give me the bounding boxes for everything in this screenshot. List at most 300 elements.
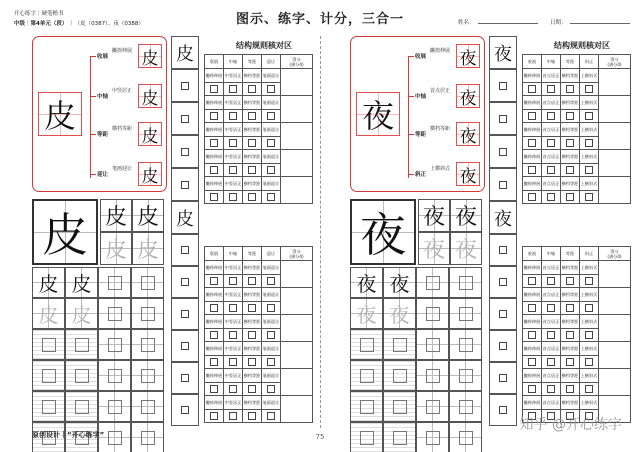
check-column-cell[interactable]: 夜 [489,36,517,69]
score-cell[interactable] [281,315,313,342]
score-cell[interactable] [599,69,631,96]
check-column-cell[interactable] [489,69,517,102]
practice-cell[interactable] [98,360,131,391]
check-column-cell[interactable] [171,330,199,362]
checkbox[interactable] [528,304,536,312]
checkbox[interactable] [210,139,218,147]
checkbox-cell[interactable] [262,302,281,315]
checkbox-cell[interactable] [580,275,599,288]
score-cell[interactable] [599,96,631,123]
checkbox-cell[interactable] [205,329,224,342]
checkbox[interactable] [248,385,256,393]
practice-cell[interactable] [449,360,482,391]
checkbox-cell[interactable] [542,356,561,369]
checkbox-cell[interactable] [542,110,561,123]
checkbox[interactable] [585,331,593,339]
checkbox-cell[interactable] [523,110,542,123]
practice-cell[interactable] [416,391,449,422]
score-cell[interactable] [599,342,631,369]
checkbox-cell[interactable] [523,191,542,204]
score-cell[interactable] [281,369,313,396]
checkbox[interactable] [229,85,237,93]
practice-cell[interactable] [131,329,164,360]
checkbox-cell[interactable] [205,110,224,123]
checkbox[interactable] [528,331,536,339]
check-column-cell[interactable] [489,234,517,266]
checkbox[interactable] [248,331,256,339]
check-column-cell[interactable] [489,394,517,426]
checkbox-cell[interactable] [224,383,243,396]
checkbox-cell[interactable] [523,329,542,342]
practice-cell[interactable] [350,391,383,422]
checkbox[interactable] [210,277,218,285]
checkbox[interactable] [267,358,275,366]
checkbox-cell[interactable] [262,383,281,396]
checkbox-cell[interactable] [205,275,224,288]
checkbox[interactable] [181,181,189,189]
checkbox-cell[interactable] [205,383,224,396]
checkbox-cell[interactable] [523,83,542,96]
checkbox-cell[interactable] [205,410,224,423]
checkbox-cell[interactable] [523,383,542,396]
checkbox[interactable] [229,139,237,147]
checkbox-cell[interactable] [542,83,561,96]
practice-cell[interactable] [350,422,383,452]
score-cell[interactable] [281,396,313,423]
checkbox[interactable] [547,193,555,201]
checkbox-cell[interactable] [205,137,224,150]
checkbox[interactable] [181,82,189,90]
checkbox[interactable] [267,277,275,285]
checkbox[interactable] [566,112,574,120]
checkbox[interactable] [528,193,536,201]
checkbox[interactable] [499,278,507,286]
checkbox[interactable] [267,166,275,174]
score-cell[interactable] [281,96,313,123]
checkbox[interactable] [267,412,275,420]
checkbox[interactable] [229,385,237,393]
checkbox[interactable] [566,139,574,147]
practice-cell[interactable]: 皮 [100,199,132,232]
checkbox-cell[interactable] [262,410,281,423]
checkbox[interactable] [566,304,574,312]
checkbox[interactable] [528,166,536,174]
checkbox[interactable] [499,406,507,414]
checkbox[interactable] [585,193,593,201]
checkbox-cell[interactable] [224,83,243,96]
practice-cell[interactable] [131,391,164,422]
checkbox-cell[interactable] [205,83,224,96]
checkbox-cell[interactable] [580,83,599,96]
checkbox[interactable] [210,304,218,312]
checkbox[interactable] [229,277,237,285]
checkbox[interactable] [229,112,237,120]
practice-cell[interactable] [449,422,482,452]
practice-cell[interactable] [449,267,482,298]
checkbox[interactable] [267,193,275,201]
checkbox[interactable] [248,112,256,120]
checkbox-cell[interactable] [262,329,281,342]
checkbox[interactable] [547,166,555,174]
checkbox-cell[interactable] [205,356,224,369]
date-field[interactable] [550,18,630,26]
checkbox[interactable] [547,331,555,339]
checkbox[interactable] [528,277,536,285]
check-column-cell[interactable] [171,102,199,135]
check-column-cell[interactable] [171,362,199,394]
checkbox-cell[interactable] [542,137,561,150]
rule-label-cell: 横档等距 [561,315,580,329]
checkbox-cell[interactable] [243,110,262,123]
practice-cell[interactable] [98,298,131,329]
checkbox-cell[interactable] [262,191,281,204]
checkbox[interactable] [528,139,536,147]
checkbox-cell[interactable] [243,329,262,342]
practice-cell[interactable] [98,329,131,360]
checkbox[interactable] [210,193,218,201]
checkbox-cell[interactable] [224,410,243,423]
rule-desc-0: 撇捺伸展 [430,48,451,54]
check-column-cell[interactable] [171,266,199,298]
checkbox[interactable] [566,193,574,201]
checkbox[interactable] [528,358,536,366]
check-column-cell[interactable] [171,135,199,168]
practice-cell[interactable] [98,391,131,422]
checkbox-cell[interactable] [542,302,561,315]
checkbox[interactable] [181,406,189,414]
practice-cell[interactable] [32,360,65,391]
practice-cell[interactable] [416,298,449,329]
practice-cell[interactable] [416,267,449,298]
practice-cell[interactable] [350,329,383,360]
check-column-cell[interactable]: 皮 [171,201,199,234]
practice-cell[interactable]: 皮 [132,199,164,232]
checkbox[interactable] [210,112,218,120]
checkbox[interactable] [547,277,555,285]
rule-connector [90,174,96,175]
check-column-cell[interactable] [171,69,199,102]
score-cell[interactable] [281,288,313,315]
checkbox[interactable] [499,148,507,156]
check-column-cell[interactable] [489,266,517,298]
checkbox[interactable] [248,193,256,201]
checkbox-cell[interactable] [224,164,243,177]
checkbox-cell[interactable] [243,83,262,96]
practice-cell[interactable]: 夜 [418,199,450,232]
checkbox[interactable] [210,412,218,420]
checkbox[interactable] [229,166,237,174]
checkbox-cell[interactable] [561,191,580,204]
practice-cell[interactable]: 夜 [450,199,482,232]
checkbox-cell[interactable] [561,164,580,177]
checkbox[interactable] [499,181,507,189]
practice-cell[interactable] [65,391,98,422]
checkbox-cell[interactable] [580,383,599,396]
checkbox[interactable] [229,304,237,312]
checkbox-cell[interactable] [542,329,561,342]
checkbox[interactable] [210,85,218,93]
checkbox[interactable] [547,358,555,366]
checkbox[interactable] [547,385,555,393]
checkbox[interactable] [585,385,593,393]
score-cell[interactable] [599,288,631,315]
practice-cell[interactable] [416,329,449,360]
checkbox[interactable] [566,85,574,93]
practice-cell[interactable] [416,422,449,452]
practice-cell[interactable] [449,298,482,329]
checkbox-cell[interactable] [243,302,262,315]
practice-cell[interactable] [131,298,164,329]
checkbox-cell[interactable] [561,275,580,288]
checkbox-cell[interactable] [580,110,599,123]
checkbox[interactable] [267,385,275,393]
checkbox[interactable] [248,166,256,174]
checkbox[interactable] [566,166,574,174]
grid-square [393,431,407,445]
checkbox[interactable] [181,246,189,254]
checkbox[interactable] [566,331,574,339]
checkbox[interactable] [267,304,275,312]
checkbox[interactable] [248,412,256,420]
practice-cell[interactable]: 皮 [132,232,164,265]
checkbox-cell[interactable] [224,356,243,369]
checkbox-cell[interactable] [262,110,281,123]
checkbox[interactable] [210,385,218,393]
checkbox[interactable] [585,112,593,120]
checkbox-cell[interactable] [580,137,599,150]
checkbox-cell[interactable] [262,275,281,288]
score-cell[interactable] [599,315,631,342]
practice-cell[interactable]: 皮 [100,232,132,265]
rule-label-cell: 撇捺伸展 [205,315,224,329]
checkbox-cell[interactable] [542,191,561,204]
score-cell[interactable] [281,150,313,177]
checkbox[interactable] [248,304,256,312]
checkbox-cell[interactable] [243,137,262,150]
practice-cell[interactable] [449,391,482,422]
checkbox[interactable] [585,139,593,147]
checkbox-cell[interactable] [224,329,243,342]
checkbox[interactable] [210,166,218,174]
checkbox[interactable] [585,358,593,366]
check-column-cell[interactable] [171,234,199,266]
checkbox-cell[interactable] [243,410,262,423]
practice-cell[interactable]: 夜 [383,298,416,329]
checkbox[interactable] [248,358,256,366]
checkbox[interactable] [248,85,256,93]
checkbox[interactable] [181,278,189,286]
practice-cell[interactable] [383,329,416,360]
practice-cell[interactable] [449,329,482,360]
checkbox-cell[interactable] [205,302,224,315]
checkbox[interactable] [181,115,189,123]
score-cell[interactable] [281,342,313,369]
check-column-cell[interactable] [489,168,517,201]
checkbox[interactable] [499,342,507,350]
name-field[interactable] [458,18,538,26]
practice-cell[interactable]: 皮 [65,267,98,298]
checkbox-cell[interactable] [224,110,243,123]
rule-label-cell: 撇捺伸展 [523,369,542,383]
checkbox[interactable] [267,85,275,93]
checkbox[interactable] [547,139,555,147]
checkbox[interactable] [248,277,256,285]
checkbox[interactable] [267,112,275,120]
practice-cell[interactable] [98,267,131,298]
score-cell[interactable] [599,150,631,177]
checkbox[interactable] [499,246,507,254]
checkbox-cell[interactable] [262,164,281,177]
checkbox-cell[interactable] [561,329,580,342]
practice-cell[interactable]: 夜 [350,267,383,298]
checkbox-cell[interactable] [262,137,281,150]
score-cell[interactable] [599,369,631,396]
checkbox[interactable] [585,277,593,285]
checkbox[interactable] [181,374,189,382]
rule-label-cell: 首点居正 [542,96,561,110]
score-cell[interactable] [599,261,631,288]
checkbox-cell[interactable] [580,191,599,204]
checkbox[interactable] [181,310,189,318]
check-column-cell[interactable] [171,394,199,426]
practice-cell[interactable] [383,360,416,391]
checkbox[interactable] [229,193,237,201]
score-cell[interactable] [281,261,313,288]
checkbox[interactable] [229,331,237,339]
check-column-cell[interactable] [489,102,517,135]
practice-cell[interactable] [65,329,98,360]
checkbox-cell[interactable] [523,302,542,315]
grid-square [141,431,155,445]
checkbox-cell[interactable] [262,356,281,369]
checkbox[interactable] [499,115,507,123]
check-column-cell[interactable] [489,330,517,362]
check-column-cell[interactable] [171,298,199,330]
practice-cell[interactable]: 夜 [418,232,450,265]
checkbox-cell[interactable] [542,383,561,396]
checkbox-cell[interactable] [243,356,262,369]
practice-cell[interactable] [383,422,416,452]
score-cell[interactable] [281,177,313,204]
checkbox-cell[interactable] [561,110,580,123]
checkbox-cell[interactable] [580,329,599,342]
checkbox-cell[interactable] [523,275,542,288]
checkbox-cell[interactable] [580,302,599,315]
practice-cell[interactable] [350,360,383,391]
practice-cell[interactable]: 皮 [32,267,65,298]
checkbox[interactable] [585,166,593,174]
checkbox[interactable] [181,342,189,350]
name-label: 姓名： [458,20,475,26]
practice-cell[interactable] [131,267,164,298]
checkbox[interactable] [210,331,218,339]
checkbox-cell[interactable] [224,275,243,288]
checkbox-cell[interactable] [205,164,224,177]
checkbox[interactable] [585,85,593,93]
checkbox-cell[interactable] [243,383,262,396]
checkbox-cell[interactable] [224,137,243,150]
checkbox[interactable] [499,374,507,382]
check-column-cell[interactable] [171,168,199,201]
score-cell[interactable] [599,123,631,150]
practice-cell[interactable] [32,329,65,360]
checkbox[interactable] [229,358,237,366]
checkbox-cell[interactable] [243,164,262,177]
practice-cell[interactable] [416,360,449,391]
practice-cell[interactable]: 皮 [32,298,65,329]
checkbox[interactable] [566,385,574,393]
checkbox[interactable] [267,139,275,147]
check-column-cell[interactable] [489,135,517,168]
check-column-cell[interactable]: 皮 [171,36,199,69]
checkbox-cell[interactable] [224,302,243,315]
check-column-cell[interactable] [489,362,517,394]
checkbox[interactable] [181,148,189,156]
practice-cell[interactable] [65,360,98,391]
checkbox-cell[interactable] [561,356,580,369]
checkbox[interactable] [248,139,256,147]
table-header-cell: 等距 [561,55,580,69]
score-cell[interactable] [281,69,313,96]
checkbox-cell[interactable] [542,275,561,288]
checkbox-cell[interactable] [580,356,599,369]
checkbox[interactable] [566,277,574,285]
checkbox-cell[interactable] [205,191,224,204]
checkbox[interactable] [229,412,237,420]
checkbox[interactable] [547,85,555,93]
rule-desc-3: 笔画迎让 [112,166,133,172]
table-header-cell: 收展 [205,247,224,261]
practice-cell[interactable] [32,391,65,422]
checkbox[interactable] [499,82,507,90]
checkbox-cell[interactable] [580,164,599,177]
checkbox-cell[interactable] [243,275,262,288]
practice-cell[interactable] [131,422,164,452]
checkbox[interactable] [499,310,507,318]
checkbox[interactable] [585,304,593,312]
practice-cell[interactable] [383,391,416,422]
checkbox-cell[interactable] [523,356,542,369]
checkbox-cell[interactable] [561,302,580,315]
checkbox[interactable] [528,85,536,93]
checkbox[interactable] [547,304,555,312]
practice-cell[interactable]: 夜 [350,298,383,329]
checkbox[interactable] [267,331,275,339]
practice-cell[interactable]: 夜 [450,232,482,265]
checkbox-cell[interactable] [523,164,542,177]
checkbox-cell[interactable] [224,191,243,204]
score-cell[interactable] [281,123,313,150]
check-column-cell[interactable]: 夜 [489,201,517,234]
checkbox[interactable] [566,358,574,366]
checkbox[interactable] [210,358,218,366]
checkbox[interactable] [528,112,536,120]
practice-cell[interactable] [131,360,164,391]
checkbox-cell[interactable] [561,137,580,150]
checkbox[interactable] [547,112,555,120]
checkbox-cell[interactable] [561,383,580,396]
practice-cell[interactable]: 夜 [383,267,416,298]
checkbox-cell[interactable] [561,83,580,96]
practice-cell[interactable]: 皮 [65,298,98,329]
checkbox-cell[interactable] [523,137,542,150]
checkbox-cell[interactable] [542,164,561,177]
check-column-cell[interactable] [489,298,517,330]
score-cell[interactable] [599,177,631,204]
checkbox-cell[interactable] [262,83,281,96]
checkbox-cell[interactable] [243,191,262,204]
checkbox[interactable] [528,385,536,393]
